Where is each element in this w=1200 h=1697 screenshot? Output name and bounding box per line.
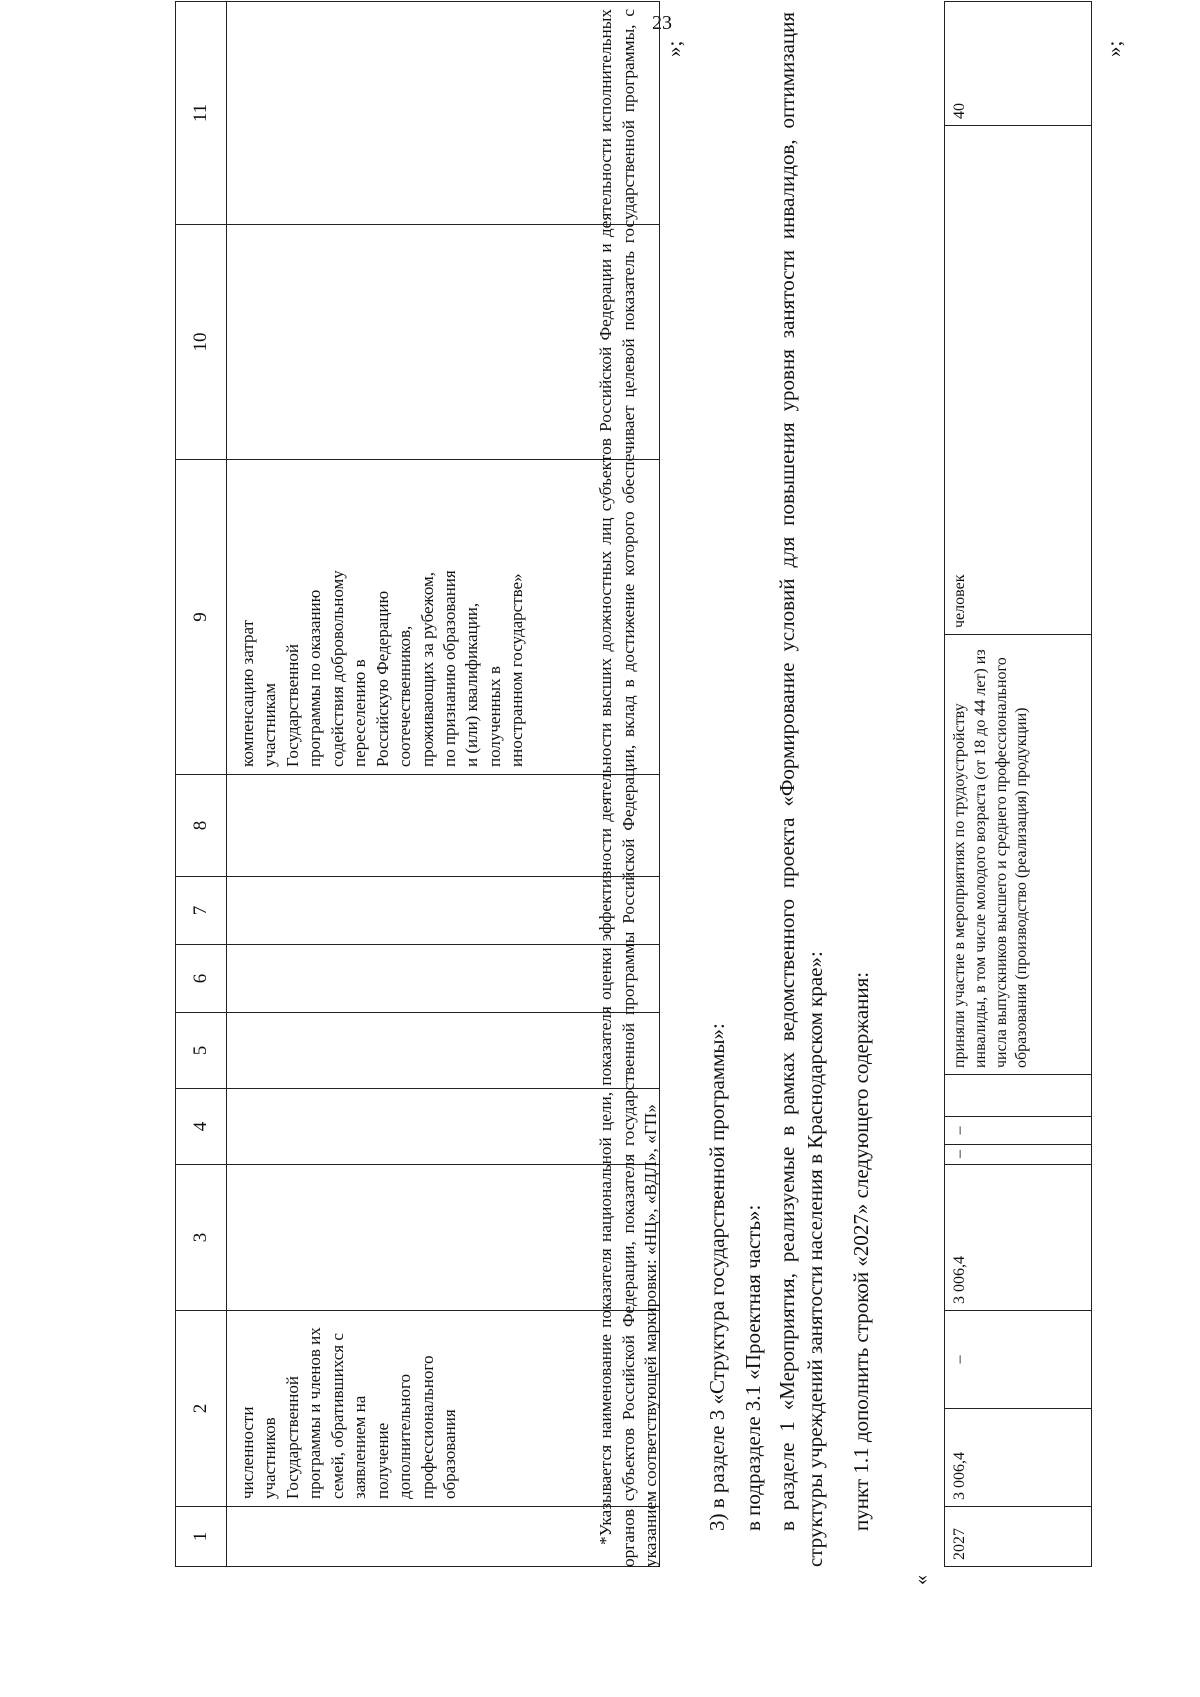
description-cell: компенсацию затрат участникам Государственной программы по оказанию содействия добровольному переселению в Российскую Федерацию соотечественников, проживающих за рубежом, по признанию образования и (или) квалификации, полученных в иностранном государстве»: [227, 460, 660, 775]
activities-row-table: [944, 1, 1092, 1567]
column-number: 7: [176, 877, 227, 945]
column-number: 2: [176, 1311, 227, 1507]
column-number: 1: [176, 1507, 227, 1567]
paragraph: в разделе 1 «Мероприятия, реализуемые в рамках ведомственного проекта «Формирование условий для повышения уровня занятости инвалидов, оптимизация структуры учреждений занятости населения в Краснодарском крае»:: [775, 12, 827, 1567]
footnote: [595, 9, 663, 1567]
total-cell: 3 006,4: [945, 1409, 1092, 1507]
regional-cell: 3 006,4: [945, 1165, 1092, 1311]
paragraph: в подразделе 3.1 «Проектная часть»:: [741, 1204, 765, 1531]
column-number: 5: [176, 1013, 227, 1089]
column-number: 9: [176, 460, 227, 775]
column-number: 4: [176, 1089, 227, 1165]
result-description-cell: приняли участие в мероприятиях по трудоустройству инвалиды, в том числе молодого возраста (от 18 до 44 лет) из числа выпускников высшего и среднего профессионального образования (производство (реализация) продукции): [945, 635, 1092, 1075]
page-number: 23: [652, 12, 672, 34]
year-cell: 2027: [945, 1507, 1092, 1567]
paragraph: 3) в разделе 3 «Структура государственной программы»:: [705, 1023, 729, 1531]
indicators-table: [175, 1, 660, 1567]
footnote-text: *Указывается наименование показателя национальной цели, показателя оценки эффективности деятельности высших должностных лиц субъектов Российской Федерации и деятельности исполнительных органов субъектов Российской Федерации, показателя государственной программы Российской Федерации, вклад в достижение которого обеспечивает целевой показатель государственной программы, с указанием соответствующей маркировки: «НЦ», «ВДЛ», «ГП»: [596, 9, 661, 1567]
unit-cell: человек: [945, 126, 1092, 635]
opening-quote-mark: «: [910, 1575, 932, 1585]
table-header-row: [176, 2, 227, 1567]
paragraph: пункт 1.1 дополнить строкой «2027» следующего содержания:: [849, 971, 873, 1531]
federal-cell: –: [945, 1311, 1092, 1409]
local-cell: –: [945, 1145, 1092, 1165]
closing-quote-mark: »;: [1102, 40, 1126, 57]
column-number: 6: [176, 945, 227, 1013]
table-cell: [945, 1075, 1092, 1117]
column-number: 10: [176, 225, 227, 460]
column-number: 3: [176, 1165, 227, 1311]
indicator-name-cell: численности участников Государственной программы и членов их семей, обратившихся с заявлением на получение дополнительного профессионального образования: [227, 1311, 660, 1507]
closing-quote-mark: »;: [662, 40, 686, 57]
column-number: 8: [176, 775, 227, 877]
value-cell: 40: [945, 2, 1092, 126]
column-number: 11: [176, 2, 227, 225]
other-cell: –: [945, 1117, 1092, 1145]
table-row: [945, 2, 1092, 1567]
